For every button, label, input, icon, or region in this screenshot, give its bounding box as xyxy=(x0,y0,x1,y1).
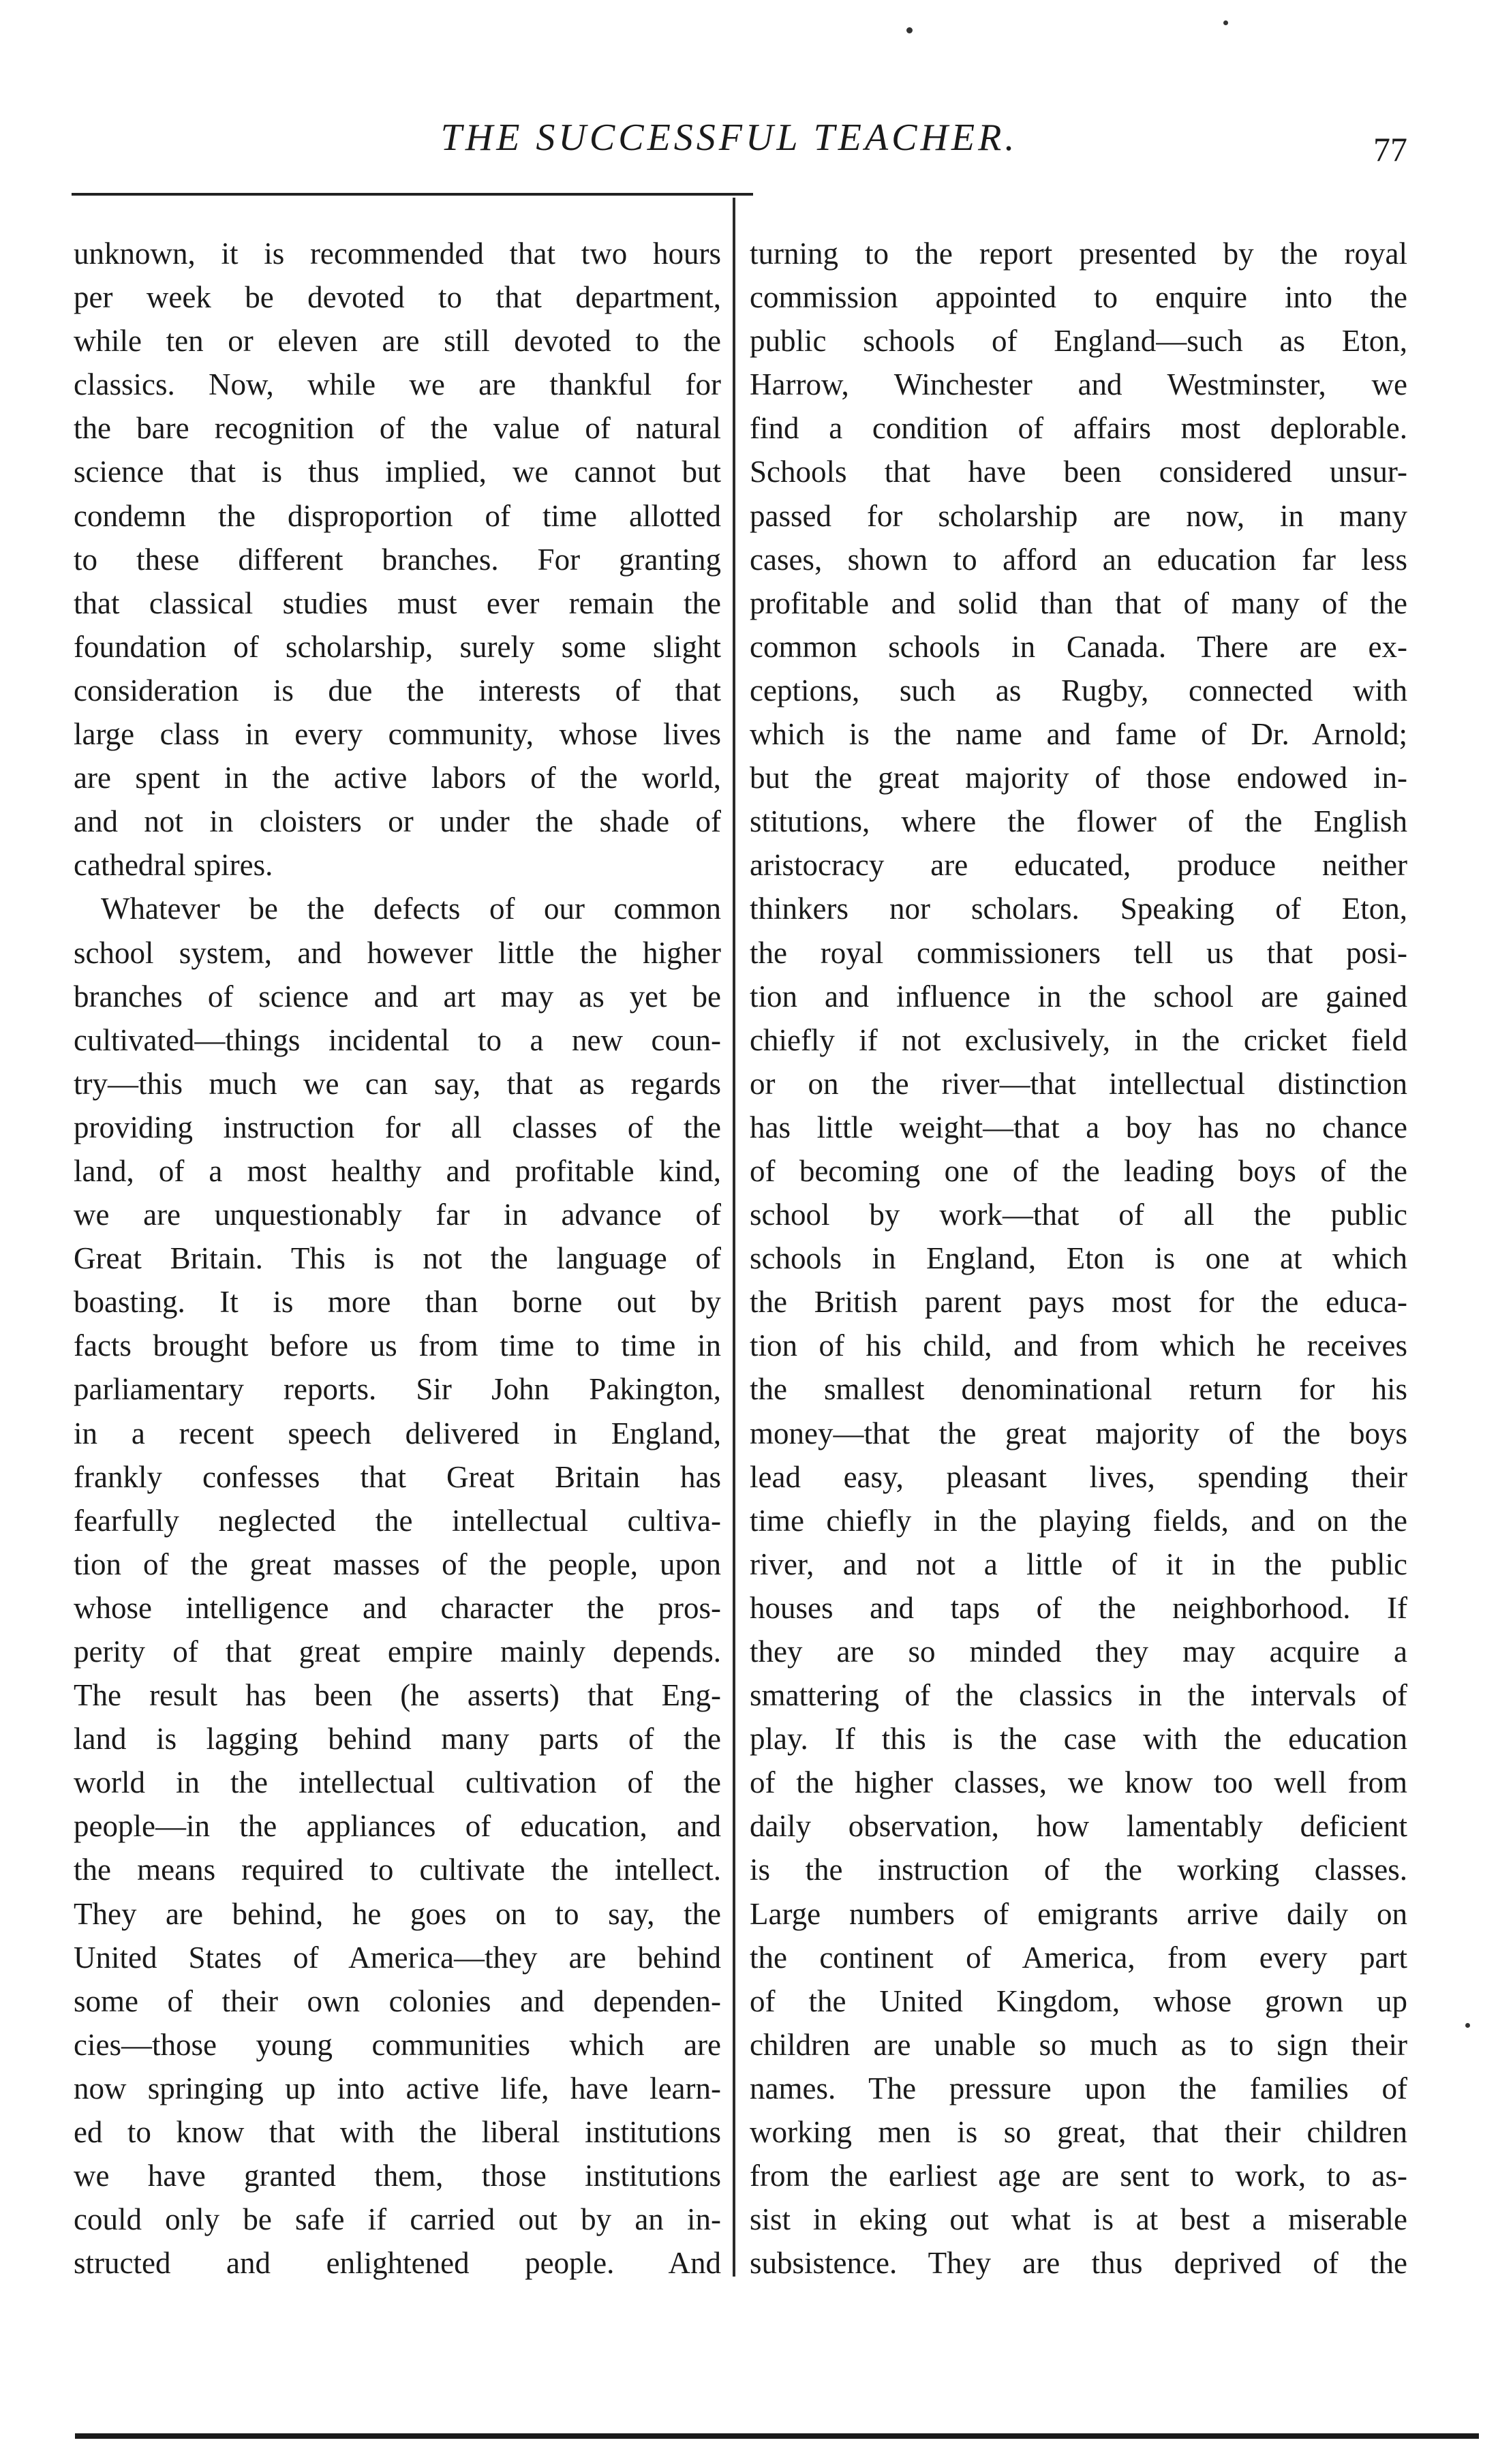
text-line: perity of that great empire mainly depends. xyxy=(74,1634,721,1669)
print-speck xyxy=(1465,2023,1470,2028)
text-line: the continent of America, from every part xyxy=(750,1940,1407,1975)
text-line: the bare recognition of the value of natural xyxy=(74,411,721,446)
text-line: that classical studies must ever remain the xyxy=(74,585,721,620)
text-line: houses and taps of the neighborhood. If xyxy=(750,1590,1407,1625)
text-line: school by work—that of all the public xyxy=(750,1198,1407,1232)
text-line: classics. Now, while we are thankful for xyxy=(74,367,721,402)
text-line: of the higher classes, we know too well from xyxy=(750,1765,1407,1800)
page-number: 77 xyxy=(1373,130,1407,168)
text-line: are spent in the active labors of the world, xyxy=(74,761,721,795)
print-speck xyxy=(1223,20,1228,25)
text-line: facts brought before us from time to time in xyxy=(74,1328,721,1363)
header-rule xyxy=(72,193,753,196)
text-line: find a condition of affairs most deplorable. xyxy=(750,411,1407,446)
text-line: the British parent pays most for the educa- xyxy=(750,1285,1407,1320)
text-line: condemn the disproportion of time allotted xyxy=(74,498,721,533)
text-line: school system, and however little the higher xyxy=(74,935,721,970)
text-line: tion of the great masses of the people, upon xyxy=(74,1547,721,1581)
text-line: smattering of the classics in the intervals of xyxy=(750,1678,1407,1713)
text-line: play. If this is the case with the education xyxy=(750,1722,1407,1756)
text-line: turning to the report presented by the royal xyxy=(750,237,1407,271)
text-line: while ten or eleven are still devoted to the xyxy=(74,324,721,359)
text-line: boasting. It is more than borne out by xyxy=(74,1285,721,1320)
text-line: foundation of scholarship, surely some slight xyxy=(74,629,721,664)
text-line: parliamentary reports. Sir John Pakington, xyxy=(74,1372,721,1407)
text-line: money—that the great majority of the boys xyxy=(750,1416,1407,1450)
text-line: has little weight—that a boy has no chance xyxy=(750,1110,1407,1144)
text-line: commission appointed to enquire into the xyxy=(750,280,1407,315)
text-line: passed for scholarship are now, in many xyxy=(750,498,1407,533)
text-line: of becoming one of the leading boys of the xyxy=(750,1153,1407,1188)
text-line: They are behind, he goes on to say, the xyxy=(74,1896,721,1931)
text-line: Great Britain. This is not the language of xyxy=(74,1241,721,1276)
text-line: cases, shown to afford an education far less xyxy=(750,542,1407,577)
text-line: The result has been (he asserts) that Eng- xyxy=(74,1678,721,1713)
text-line: of the United Kingdom, whose grown up xyxy=(750,1983,1407,2018)
text-line: from the earliest age are sent to work, to as- xyxy=(750,2159,1407,2193)
text-line: branches of science and art may as yet be xyxy=(74,979,721,1014)
text-line: land, of a most healthy and profitable kind, xyxy=(74,1153,721,1188)
text-line: is the instruction of the working classes. xyxy=(750,1853,1407,1887)
text-line: large class in every community, whose lives xyxy=(74,717,721,752)
text-line: Schools that have been considered unsur- xyxy=(750,455,1407,489)
text-line: now springing up into active life, have learn- xyxy=(74,2071,721,2105)
print-speck xyxy=(906,27,913,33)
column-divider xyxy=(733,198,735,2277)
text-line: to these different branches. For granting xyxy=(74,542,721,577)
text-line: cies—those young communities which are xyxy=(74,2027,721,2062)
text-line: the means required to cultivate the intellect. xyxy=(74,1853,721,1887)
text-line: profitable and solid than that of many of the xyxy=(750,585,1407,620)
text-line: Harrow, Winchester and Westminster, we xyxy=(750,367,1407,402)
text-line: Large numbers of emigrants arrive daily on xyxy=(750,1896,1407,1931)
text-line: United States of America—they are behind xyxy=(74,1940,721,1975)
text-line: consideration is due the interests of that xyxy=(74,673,721,708)
text-line: lead easy, pleasant lives, spending their xyxy=(750,1459,1407,1494)
text-line: subsistence. They are thus deprived of the xyxy=(750,2246,1407,2281)
text-line: per week be devoted to that department, xyxy=(74,280,721,315)
text-line: ed to know that with the liberal institutions xyxy=(74,2115,721,2150)
text-line: common schools in Canada. There are ex- xyxy=(750,629,1407,664)
text-line: which is the name and fame of Dr. Arnold; xyxy=(750,717,1407,752)
text-line: tion and influence in the school are gained xyxy=(750,979,1407,1014)
right-text-column xyxy=(750,232,1407,2285)
text-line: or on the river—that intellectual distinction xyxy=(750,1066,1407,1101)
text-line: fearfully neglected the intellectual cultiva- xyxy=(74,1503,721,1538)
text-line: and not in cloisters or under the shade of xyxy=(74,804,721,839)
text-line: aristocracy are educated, produce neither xyxy=(750,848,1407,883)
text-line: world in the intellectual cultivation of the xyxy=(74,1765,721,1800)
text-line: thinkers nor scholars. Speaking of Eton, xyxy=(750,892,1407,926)
text-line: land is lagging behind many parts of the xyxy=(74,1722,721,1756)
text-line: frankly confesses that Great Britain has xyxy=(74,1459,721,1494)
running-header-title: THE SUCCESSFUL TEACHER. xyxy=(440,117,1018,159)
text-line: Whatever be the defects of our common xyxy=(101,892,721,926)
text-line: but the great majority of those endowed in- xyxy=(750,761,1407,795)
text-line: river, and not a little of it in the public xyxy=(750,1547,1407,1581)
text-line: time chiefly in the playing fields, and on the xyxy=(750,1503,1407,1538)
text-line: providing instruction for all classes of the xyxy=(74,1110,721,1144)
text-line: cathedral spires. xyxy=(74,848,273,883)
text-line: public schools of England—such as Eton, xyxy=(750,324,1407,359)
text-line: cultivated—things incidental to a new coun- xyxy=(74,1022,721,1057)
text-line: we are unquestionably far in advance of xyxy=(74,1198,721,1232)
text-line: chiefly if not exclusively, in the cricket field xyxy=(750,1022,1407,1057)
text-line: children are unable so much as to sign their xyxy=(750,2027,1407,2062)
text-line: names. The pressure upon the families of xyxy=(750,2071,1407,2105)
text-line: unknown, it is recommended that two hours xyxy=(74,237,721,271)
text-line: whose intelligence and character the pros- xyxy=(74,1590,721,1625)
text-line: the royal commissioners tell us that posi- xyxy=(750,935,1407,970)
text-line: schools in England, Eton is one at which xyxy=(750,1241,1407,1276)
text-line: we have granted them, those institutions xyxy=(74,2159,721,2193)
text-line: structed and enlightened people. And xyxy=(74,2246,721,2281)
text-line: daily observation, how lamentably deficient xyxy=(750,1809,1407,1844)
text-line: people—in the appliances of education, and xyxy=(74,1809,721,1844)
text-line: stitutions, where the flower of the English xyxy=(750,804,1407,839)
text-line: the smallest denominational return for his xyxy=(750,1372,1407,1407)
text-line: try—this much we can say, that as regards xyxy=(74,1066,721,1101)
text-line: tion of his child, and from which he receives xyxy=(750,1328,1407,1363)
text-line: science that is thus implied, we cannot but xyxy=(74,455,721,489)
text-line: sist in eking out what is at best a miserable xyxy=(750,2202,1407,2237)
text-line: working men is so great, that their children xyxy=(750,2115,1407,2150)
text-line: some of their own colonies and dependen- xyxy=(74,1983,721,2018)
text-line: ceptions, such as Rugby, connected with xyxy=(750,673,1407,708)
left-text-column xyxy=(74,232,721,2285)
text-line: could only be safe if carried out by an in- xyxy=(74,2202,721,2237)
text-line: in a recent speech delivered in England, xyxy=(74,1416,721,1450)
text-line: they are so minded they may acquire a xyxy=(750,1634,1407,1669)
footer-rule xyxy=(75,2433,1479,2439)
